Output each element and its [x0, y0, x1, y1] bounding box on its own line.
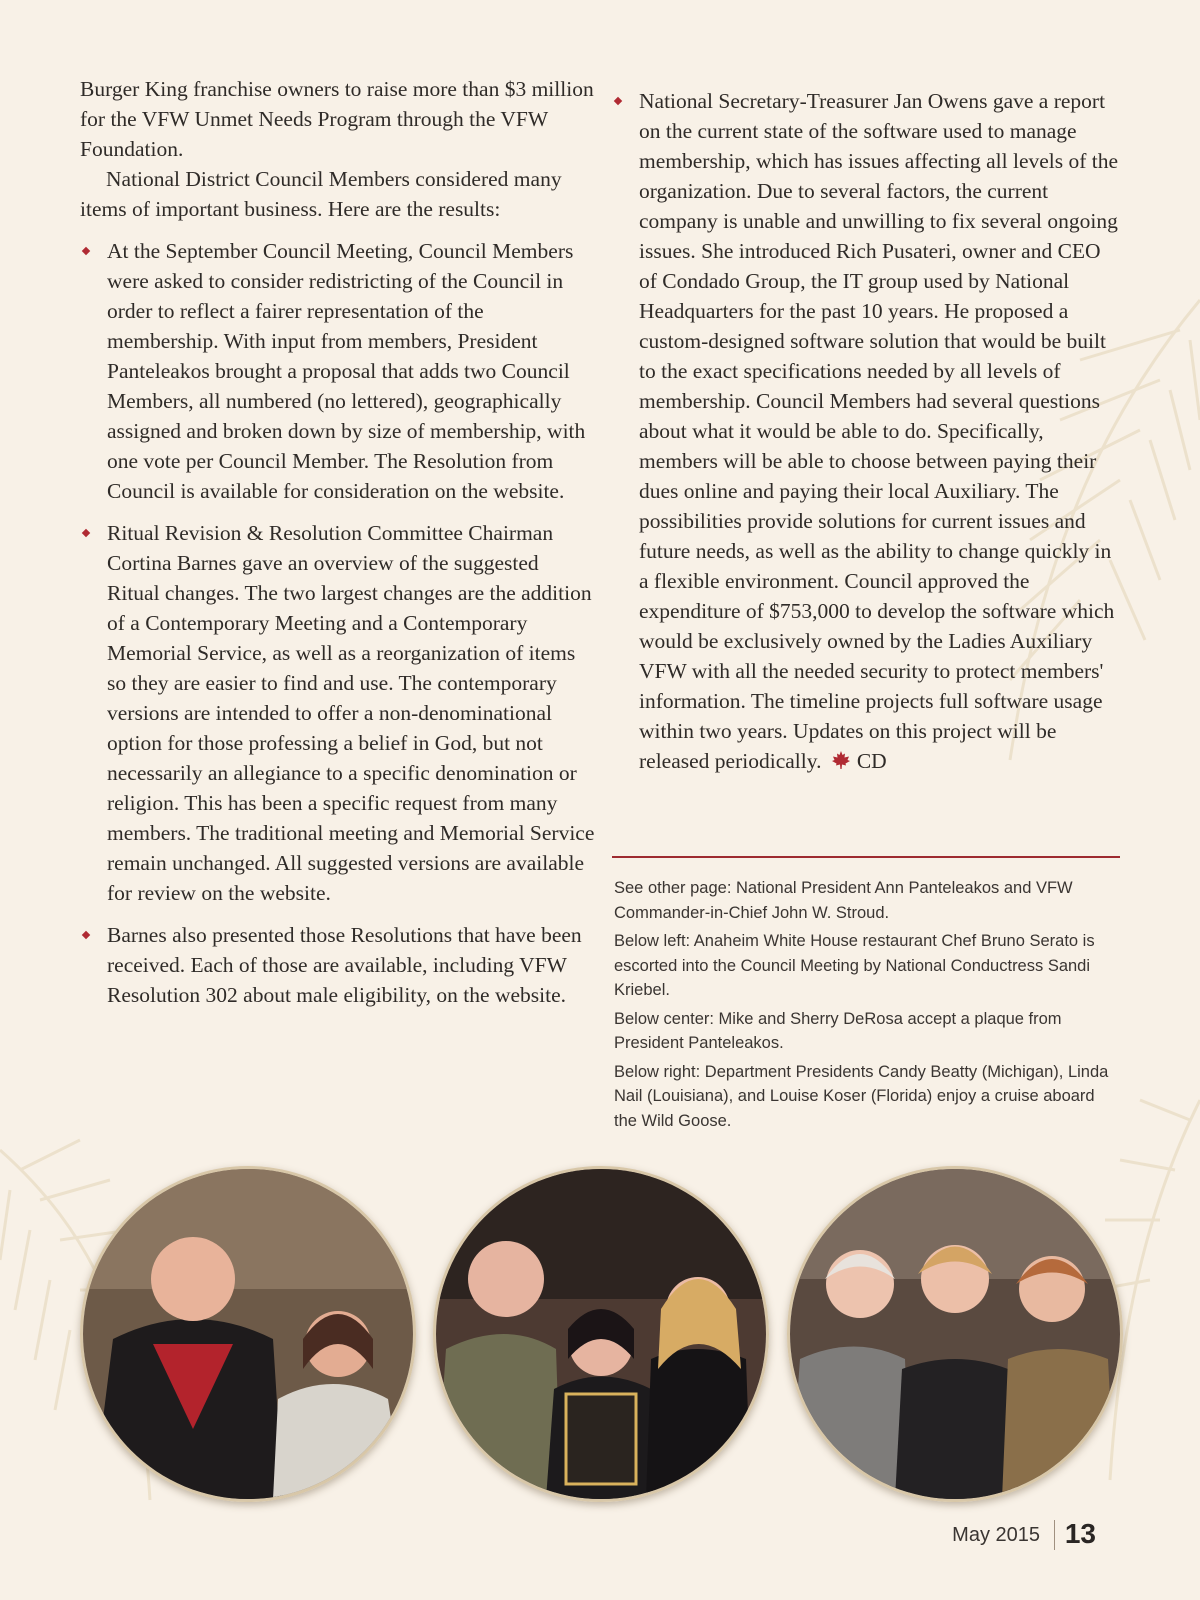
caption-below-right: Below right: Department Presidents Candy Beatty (Michigan), Linda Nail (Louisiana), and Louise Koser (Florida) enjoy a cruise aboard the Wild Goose. — [614, 1062, 1109, 1130]
author-initials: CD — [856, 749, 887, 773]
page-number: 13 — [1064, 1518, 1096, 1549]
diamond-bullet-icon — [82, 529, 90, 537]
list-item-text: Barnes also presented those Resolutions that have been received. Each of those are available, including VFW Resolution 302 about male eligibility, on the website. — [107, 923, 582, 1007]
list-item — [80, 236, 595, 506]
results-list — [80, 236, 595, 1010]
intro-paragraph: Burger King franchise owners to raise more than $3 million for the VFW Unmet Needs Program through the VFW Foundation. — [80, 77, 594, 161]
maple-leaf-icon — [831, 750, 851, 770]
list-item-text: At the September Council Meeting, Council Members were asked to consider redistricting of the Council in order to reflect a fairer representation of the membership. With input from members, President Panteleakos brought a proposal that adds two Council Members, all numbered (no lettered), geographically assigned and broken down by size of membership, with one vote per Council Member. The Resolution from Council is available for consideration on the website. — [107, 239, 586, 503]
software-report-list — [612, 86, 1120, 776]
diamond-bullet-icon — [82, 247, 90, 255]
lead-paragraph: National District Council Members considered many items of important business. Here are the results: — [80, 167, 562, 221]
list-item — [80, 518, 595, 908]
diamond-bullet-icon — [614, 97, 622, 105]
right-article-column — [612, 74, 1120, 788]
caption-below-left: Below left: Anaheim White House restaurant Chef Bruno Serato is escorted into the Council Meeting by National Conductress Sandi Kriebel. — [614, 932, 1095, 999]
list-item-text: Ritual Revision & Resolution Committee Chairman Cortina Barnes gave an overview of the suggested Ritual changes. The two largest changes are the addition of a Contemporary Meeting and a Contemporary Memorial Service, as well as a reorganization of items so they are easier to find and use. The contemporary versions are intended to offer a non-denominational option for those professing a belief in God, but not necessarily an allegiance to a specific denomination or religion. This has been a specific request from many members. The traditional meeting and Memorial Service remain unchanged. All suggested versions are available for review on the website. — [107, 521, 595, 905]
photo-plaque-presentation — [433, 1166, 769, 1502]
list-item-text: National Secretary-Treasurer Jan Owens gave a report on the current state of the software used to manage membership, which has issues affecting all levels of the organization. Due to several factors, the current company is unable and unwilling to fix several ongoing issues. She introduced Rich Pusateri, owner and CEO of Condado Group, the IT group used by National Headquarters for the past 10 years. He proposed a custom-designed software solution that would be built to the exact specifications needed by all levels of membership. Council Members had several questions about what it would be able to do. Specifically, members will be able to choose between paying their dues online and paying their local Auxiliary. The possibilities provide solutions for current issues and future needs, as well as the ability to change quickly in a flexible environment. Council approved the expenditure of $753,000 to develop the software which would be exclusively owned by the Ladies Auxiliary VFW with all the needed security to protect members' information. The timeline projects full software usage within two years. Updates on this project will be released periodically. — [639, 89, 1119, 773]
caption-divider — [612, 856, 1120, 858]
diamond-bullet-icon — [82, 931, 90, 939]
footer-separator — [1054, 1520, 1055, 1550]
photo-chef-and-conductress — [80, 1166, 416, 1502]
photo-captions — [614, 876, 1122, 1137]
list-item — [80, 920, 595, 1010]
left-article-column — [80, 74, 595, 1022]
page-footer — [952, 1518, 1120, 1552]
photo-department-presidents — [787, 1166, 1123, 1502]
caption-below-center: Below center: Mike and Sherry DeRosa accept a plaque from President Panteleakos. — [614, 1009, 1062, 1052]
caption-other-page: See other page: National President Ann Panteleakos and VFW Commander-in-Chief John W. Stroud. — [614, 879, 1073, 922]
list-item — [612, 86, 1120, 776]
issue-date: May 2015 — [952, 1524, 1040, 1546]
